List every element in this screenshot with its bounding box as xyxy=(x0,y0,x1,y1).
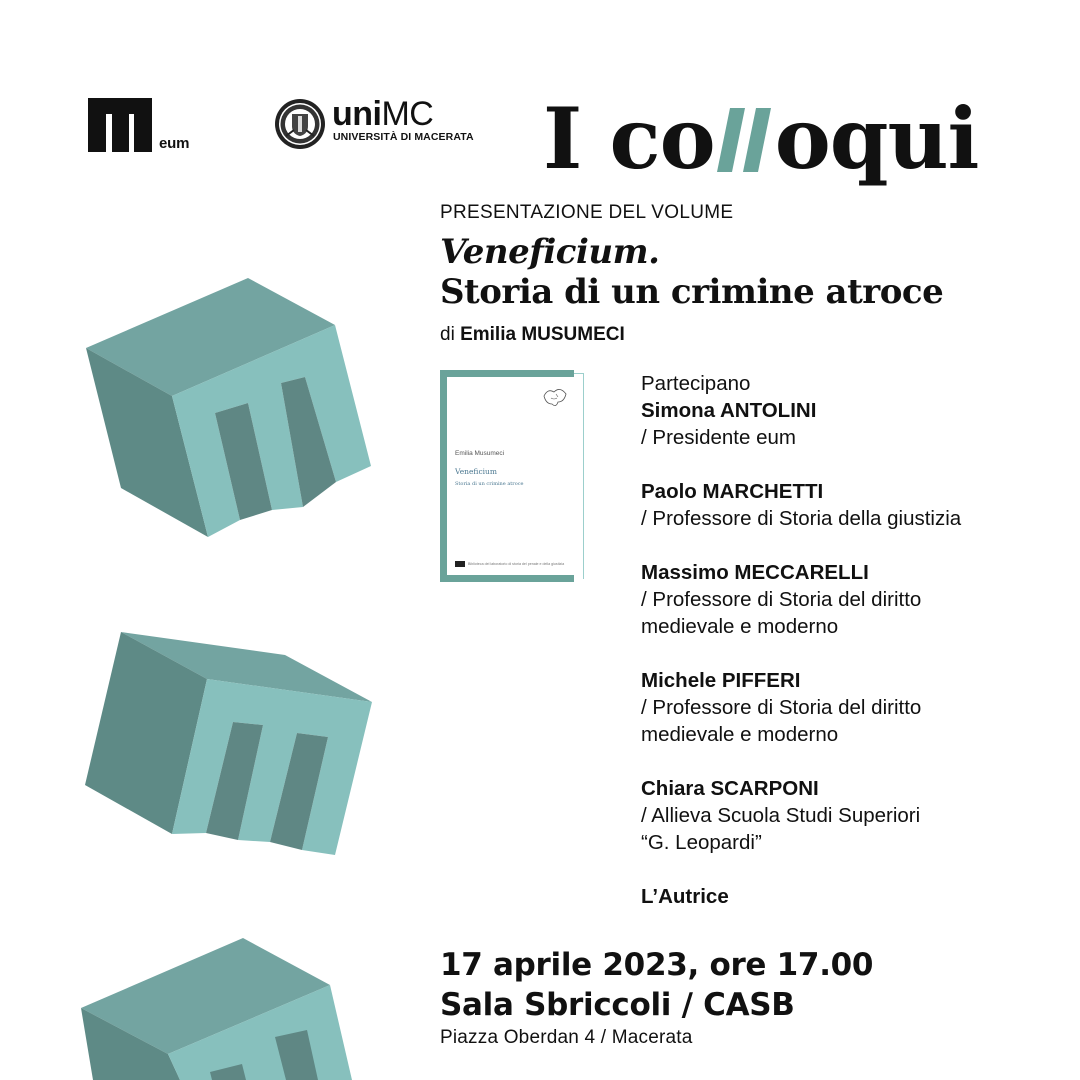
cover-author: Emilia Musumeci xyxy=(455,450,505,457)
event-venue: Sala Sbriccoli / CASB xyxy=(440,987,795,1023)
cover-illustration-icon xyxy=(542,386,568,410)
book-title-subtitle: Storia di un crimine atroce xyxy=(440,272,944,312)
participant-role-cont: “G. Leopardi” xyxy=(641,831,762,854)
cover-top-band xyxy=(440,370,574,377)
unimc-subtitle: UNIVERSITÀ DI MACERATA xyxy=(333,131,474,143)
participant xyxy=(641,478,1061,532)
participant xyxy=(641,397,1061,451)
participant-role: / Professore di Storia del diritto xyxy=(641,696,922,719)
decorative-3d-m-blocks xyxy=(0,0,420,1080)
book-cover xyxy=(440,370,586,582)
3d-m-block-icon xyxy=(85,632,372,855)
author-name: Emilia MUSUMECI xyxy=(460,324,625,345)
participant-role: / Allieva Scuola Studi Superiori xyxy=(641,804,921,827)
participant-role: / Professore di Storia del diritto xyxy=(641,588,922,611)
cover-eum-mark-icon xyxy=(455,561,465,567)
participant-name: Massimo MECCARELLI xyxy=(641,561,869,584)
series-title-start: I co xyxy=(543,89,715,188)
participant xyxy=(641,775,1061,856)
book-title-main: Veneficium. xyxy=(440,232,660,272)
participant-role-cont: medievale e moderno xyxy=(641,615,839,638)
3d-m-block-icon xyxy=(81,938,352,1080)
cover-bottom-band xyxy=(440,575,574,582)
participant-name: Michele PIFFERI xyxy=(641,669,801,692)
cover-subtitle: Storia di un crimine atroce xyxy=(455,481,524,487)
cover-title: Veneficium xyxy=(455,467,497,476)
cover-edge xyxy=(583,373,584,579)
event-address: Piazza Oberdan 4 / Macerata xyxy=(440,1027,693,1048)
participants-list xyxy=(641,370,1061,910)
participant-name: Chiara SCARPONI xyxy=(641,777,819,800)
series-title-end: oqui xyxy=(774,89,979,188)
cover-left-band xyxy=(440,370,447,582)
participant xyxy=(641,667,1061,748)
double-l-accent-icon xyxy=(717,108,771,172)
presentation-kicker: PRESENTAZIONE DEL VOLUME xyxy=(440,202,734,223)
participant-name: Paolo MARCHETTI xyxy=(641,480,824,503)
participants-label: Partecipano xyxy=(641,372,751,395)
unimc-wordmark: uniMC xyxy=(332,95,434,133)
book-author: di Emilia MUSUMECI xyxy=(440,324,625,345)
participant-role: / Professore di Storia della giustizia xyxy=(641,507,962,530)
event-date-time: 17 aprile 2023, ore 17.00 xyxy=(440,947,874,983)
cover-series-line: Biblioteca del laboratorio di storia del penale e della giustizia xyxy=(468,562,565,566)
participant-role-cont: medievale e moderno xyxy=(641,723,839,746)
participant-name: Simona ANTOLINI xyxy=(641,399,817,422)
participant xyxy=(641,559,1061,640)
participant-role: / Presidente eum xyxy=(641,426,796,449)
event-info xyxy=(440,945,873,1025)
3d-m-block-icon xyxy=(86,278,371,537)
book-title xyxy=(440,232,943,312)
series-title xyxy=(543,84,978,194)
eum-wordmark: eum xyxy=(159,135,190,152)
participant-author: L’Autrice xyxy=(641,885,729,908)
